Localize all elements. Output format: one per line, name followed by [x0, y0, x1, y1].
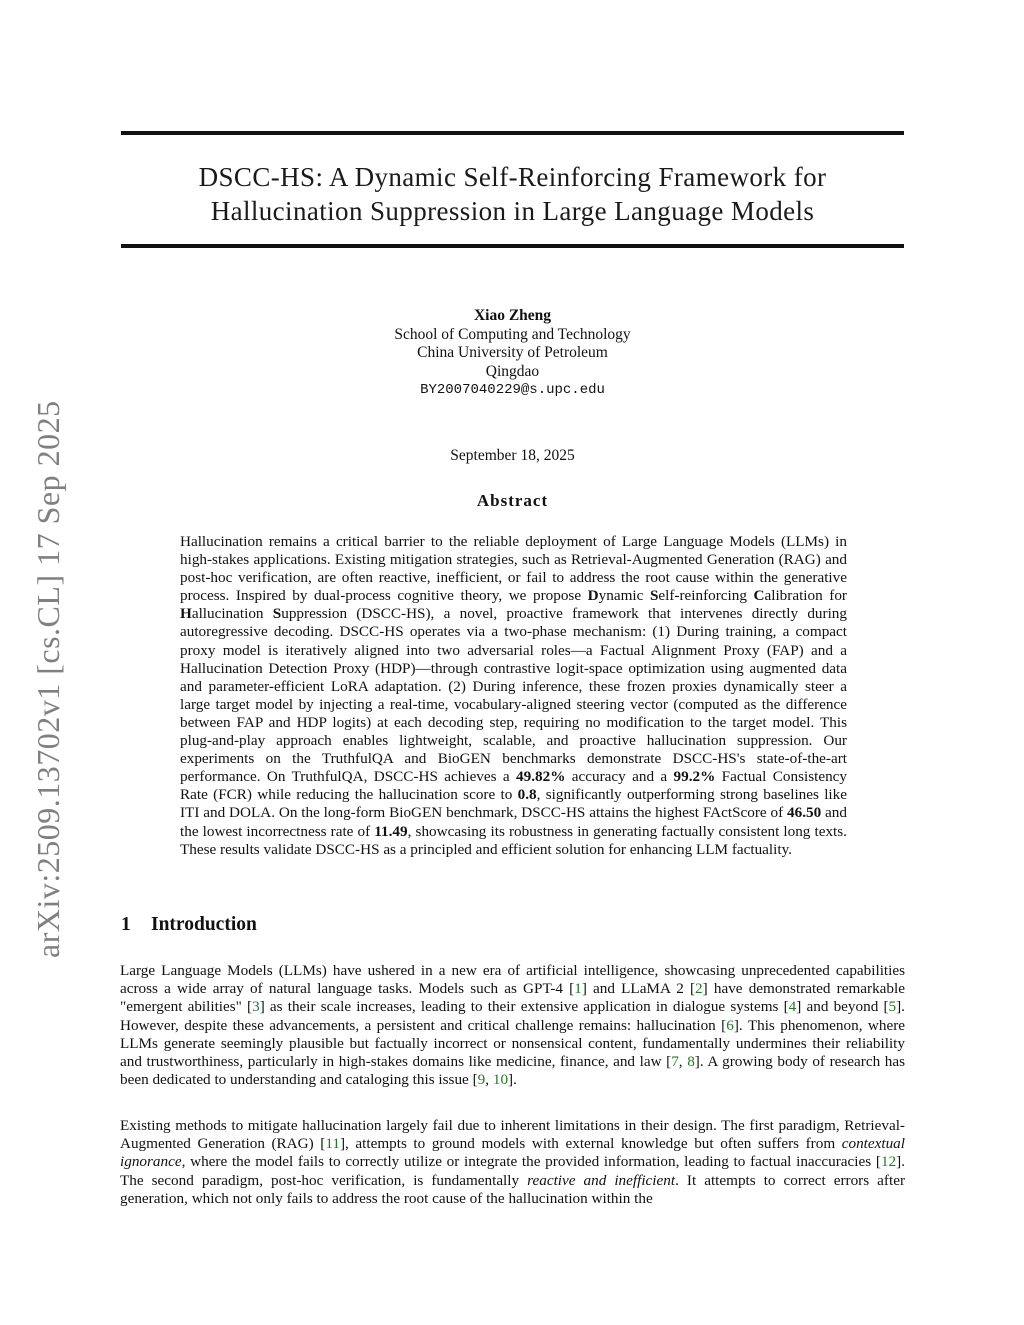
title-line-2: Hallucination Suppression in Large Language Models	[210, 196, 815, 226]
abstract-segment: Hallucination remains a critical barrier to the reliable deployment of Large Language Models (LLMs) in high-stakes applications. Existing mitigation strategies, such as Retrieval-Augmented Generation (RAG) and post-hoc verification, are often reactive, inefficient, or fail to address the root cause within the generative process. Inspired by dual-process cognitive theory, we propose	[180, 533, 847, 605]
text-segment: ]. However, despite these advancements, a persistent and critical challenge remains: hallucination [	[120, 998, 905, 1034]
citation-link[interactable]: 12	[880, 1153, 897, 1171]
text-segment: ].	[508, 1071, 517, 1089]
truthfulqa-accuracy: 49.82%	[516, 768, 566, 786]
abstract-segment: accuracy and a	[565, 768, 674, 786]
text-segment: ] and LLaMA 2 [	[581, 980, 696, 998]
abstract-segment: , showcasing its robustness in generating factually consistent long texts. These results validate DSCC-HS as a principled and efficient solution for enhancing LLM factuality.	[180, 822, 847, 858]
acronym-letter-c: C	[753, 587, 765, 605]
text-segment: ,	[678, 1053, 688, 1071]
abstract-segment: , significantly outperforming strong baselines like ITI and DOLA. On the long-form BioGEN benchmark, DSCC-HS attains the highest FActScore of	[180, 786, 847, 822]
text-segment: ]. The second paradigm, post-hoc verification, is fundamentally	[120, 1153, 905, 1189]
citation-link[interactable]: 10	[492, 1071, 509, 1089]
emphasis-contextual-ignorance: contextual ignorance	[120, 1135, 905, 1171]
citation-link[interactable]: 9	[477, 1071, 486, 1089]
citation-link[interactable]: 1	[574, 980, 582, 998]
abstract-segment: Factual Consistency Rate (FCR) while reducing the hallucination score to	[180, 768, 847, 804]
text-segment: , where the model fails to correctly utilize or integrate the provided information, leading to factual inaccuracies [	[181, 1153, 881, 1171]
abstract-segment: ynamic	[598, 587, 650, 605]
citation-link[interactable]: 2	[695, 980, 703, 998]
abstract-segment: and the lowest incorrectness rate of	[180, 804, 847, 840]
acronym-letter-h: H	[180, 605, 192, 623]
author-email: BY2007040229@s.upc.edu	[420, 382, 605, 398]
text-segment: ,	[485, 1071, 493, 1089]
citation-link[interactable]: 4	[788, 998, 797, 1016]
intro-paragraph-2	[120, 1117, 905, 1208]
section-title: Introduction	[151, 914, 257, 935]
intro-paragraph-1	[120, 962, 905, 1089]
abstract-segment: alibration for	[764, 587, 847, 605]
paper-date: September 18, 2025	[450, 447, 575, 464]
author-block	[121, 307, 904, 400]
incorrectness-rate: 11.49	[374, 822, 408, 840]
author-school: School of Computing and Technology	[394, 325, 631, 343]
arxiv-sidebar-stamp: arXiv:2509.13702v1 [cs.CL] 17 Sep 2025	[30, 400, 66, 958]
section-number: 1	[121, 914, 131, 935]
title-bottom-rule	[121, 244, 904, 248]
abstract-text	[180, 533, 847, 859]
acronym-letter-s: S	[649, 587, 659, 605]
acronym-letter-s2: S	[272, 605, 282, 623]
abstract-segment: uppression (DSCC-HS), a novel, proactive framework that intervenes directly during autoregressive decoding. DSCC-HS operates via a two-phase mechanism: (1) During training, a compact proxy model is iteratively aligned into two adversarial roles—a Factual Alignment Proxy (FAP) and a Hallucination Detection Proxy (HDP)—through contrastive logit-space optimization using augmented data and parameter-efficient LoRA adaptation. (2) During inference, these frozen proxies dynamically steer a large target model by injecting a real-time, vocabulary-aligned steering vector (computed as the difference between FAP and HDP logits) at each decoding step, requiring no modification to the target model. This plug-and-play approach enables lightweight, scalable, and proactive hallucination suppression. Our experiments on the TruthfulQA and BioGEN benchmarks demonstrate DSCC-HS's state-of-the-art performance. On TruthfulQA, DSCC-HS achieves a	[180, 605, 847, 786]
text-segment: ]. This phenomenon, where LLMs generate seemingly plausible but factually incorrect or nonsensical content, fundamentally undermines their reliability and trustworthiness, particularly in high-stakes domains like medicine, finance, and law [	[120, 1016, 905, 1071]
acronym-letter-d: D	[587, 587, 599, 605]
text-segment: ] as their scale increases, leading to their extensive application in dialogue systems [	[259, 998, 789, 1016]
text-segment: ]. A growing body of research has been dedicated to understanding and cataloging this issue [	[120, 1053, 906, 1089]
text-segment: ], attempts to ground models with external knowledge but often suffers from	[339, 1135, 842, 1153]
citation-link[interactable]: 3	[252, 998, 260, 1016]
citation-link[interactable]: 8	[687, 1053, 695, 1071]
author-city: Qingdao	[485, 362, 540, 380]
hallucination-score: 0.8	[517, 786, 537, 804]
citation-link[interactable]: 7	[671, 1053, 679, 1071]
citation-link[interactable]: 5	[888, 998, 897, 1016]
text-segment: ] and beyond [	[796, 998, 889, 1016]
author-university: China University of Petroleum	[417, 344, 608, 361]
factual-consistency-rate: 99.2%	[673, 768, 716, 786]
title-line-1: DSCC-HS: A Dynamic Self-Reinforcing Framework for	[198, 162, 827, 192]
citation-link[interactable]: 11	[325, 1135, 340, 1153]
emphasis-reactive-inefficient: reactive and inefficient	[527, 1171, 676, 1189]
text-segment: Large Language Models (LLMs) have ushered in a new era of artificial intelligence, showcasing unprecedented capabilities across a wide array of natural language tasks. Models such as GPT-4 [	[120, 962, 905, 998]
text-segment: ] have demonstrated remarkable "emergent abilities" [	[120, 980, 905, 1016]
abstract-segment: elf-reinforcing	[658, 587, 754, 605]
abstract-heading: Abstract	[476, 491, 549, 510]
text-segment: . It attempts to correct errors after generation, which not only fails to address the root cause of the hallucination within the	[120, 1171, 905, 1207]
abstract-segment: allucination	[191, 605, 273, 623]
title-top-rule	[121, 131, 904, 135]
citation-link[interactable]: 6	[726, 1016, 734, 1034]
paper-title	[121, 160, 904, 228]
factscore-value: 46.50	[787, 804, 822, 822]
text-segment: Existing methods to mitigate hallucination largely fail due to inherent limitations in their design. The first paradigm, Retrieval-Augmented Generation (RAG) [	[120, 1117, 905, 1153]
author-name: Xiao Zheng	[473, 307, 552, 324]
section-heading-introduction	[121, 914, 257, 936]
